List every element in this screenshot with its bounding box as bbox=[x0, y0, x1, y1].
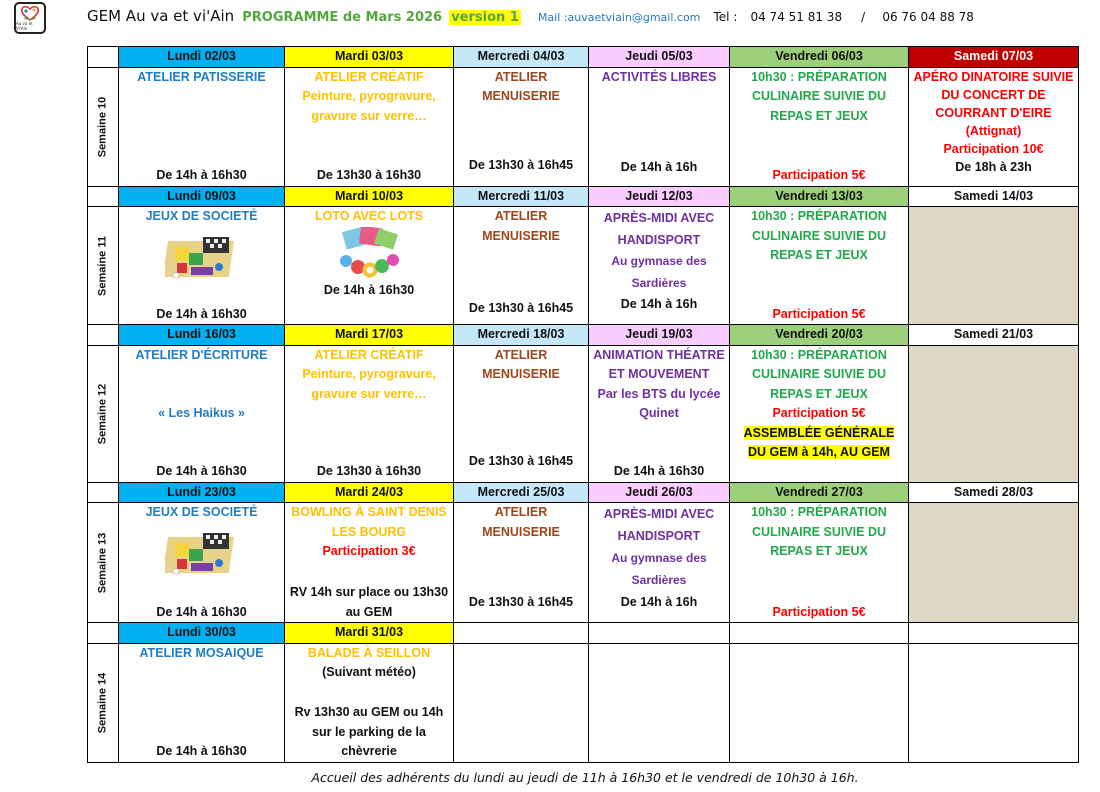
activity-cell-samedi-empty bbox=[909, 643, 1079, 762]
activity-title: BOWLING À SAINT DENIS LES BOURG bbox=[291, 505, 447, 539]
week-header-row bbox=[88, 47, 1079, 68]
phone-separator: / bbox=[861, 10, 866, 24]
week-label: Semaine 13 bbox=[96, 532, 109, 593]
activity-title: APRÈS-MIDI AVEC HANDISPORT bbox=[603, 211, 715, 247]
activity-title: JEUX DE SOCIETÉ bbox=[145, 505, 258, 519]
activity-time: De 14h à 16h30 bbox=[613, 464, 705, 478]
phone-number-2: 06 76 04 88 78 bbox=[882, 10, 974, 24]
activity-title: LOTO AVEC LOTS bbox=[314, 209, 424, 223]
activity-time: De 13h30 à 16h45 bbox=[468, 300, 574, 315]
activity-title: APRÈS-MIDI AVEC HANDISPORT bbox=[603, 507, 715, 543]
day-header-lundi: Lundi 23/03 bbox=[119, 482, 285, 503]
activity-title: ANIMATION THÉATRE ET MOUVEMENT bbox=[593, 347, 725, 381]
activity-cell-jeudi bbox=[589, 207, 730, 325]
activity-cell-jeudi bbox=[589, 345, 730, 482]
activity-time: De 18h à 23h bbox=[955, 159, 1032, 174]
day-header-lundi: Lundi 30/03 bbox=[119, 623, 285, 644]
activity-title: ATELIER MENUISERIE bbox=[482, 69, 560, 103]
activity-cell-samedi-closed bbox=[909, 345, 1079, 482]
activity-cell-lundi bbox=[119, 643, 285, 762]
activity-time: De 14h à 16h30 bbox=[156, 604, 247, 619]
day-header-lundi: Lundi 09/03 bbox=[119, 186, 285, 207]
day-header-mardi: Mardi 17/03 bbox=[285, 325, 454, 346]
activity-title: 10h30 : PRÉPARATION CULINAIRE SUIVIE DU REPAS ET JEUX bbox=[751, 209, 887, 262]
week-corner-cell bbox=[88, 186, 119, 207]
logo-caption: Au va et Vi'Ain bbox=[16, 21, 33, 31]
tel-label: Tel : bbox=[713, 10, 738, 24]
activity-title: 10h30 : PRÉPARATION CULINAIRE SUIVIE DU REPAS ET JEUX bbox=[751, 505, 887, 558]
activity-cell-vendredi bbox=[730, 67, 909, 186]
activity-subtitle: Peinture, pyrogravure, gravure sur verre… bbox=[302, 367, 436, 401]
activity-cell-vendredi bbox=[730, 503, 909, 623]
activity-title: ATELIER MENUISERIE bbox=[482, 505, 560, 539]
activity-time: De 13h30 à 16h45 bbox=[468, 454, 574, 468]
week-label-cell bbox=[88, 643, 119, 762]
day-header-jeudi-empty bbox=[589, 623, 730, 644]
activity-price: Participation 5€ bbox=[772, 604, 866, 619]
activity-cell-lundi bbox=[119, 207, 285, 325]
day-header-mercredi: Mercredi 11/03 bbox=[454, 186, 589, 207]
day-header-vendredi: Vendredi 20/03 bbox=[730, 325, 909, 346]
week-corner-cell bbox=[88, 482, 119, 503]
gem-heart-logo-icon bbox=[20, 5, 40, 21]
activity-title: ATELIER D'ÉCRITURE bbox=[135, 347, 268, 362]
week-header-row bbox=[88, 623, 1079, 644]
loto-balls-image bbox=[332, 227, 406, 275]
week-activities-row bbox=[88, 643, 1079, 762]
day-header-jeudi: Jeudi 12/03 bbox=[589, 186, 730, 207]
activity-title: JEUX DE SOCIETÉ bbox=[145, 209, 258, 223]
activity-cell-lundi bbox=[119, 503, 285, 623]
day-header-mercredi-empty bbox=[454, 623, 589, 644]
day-header-jeudi: Jeudi 19/03 bbox=[589, 325, 730, 346]
day-header-mercredi: Mercredi 04/03 bbox=[454, 47, 589, 68]
activity-cell-samedi-closed bbox=[909, 503, 1079, 623]
activity-cell-mardi bbox=[285, 345, 454, 482]
gem-logo bbox=[14, 2, 46, 34]
day-header-jeudi: Jeudi 05/03 bbox=[589, 47, 730, 68]
week-label-cell bbox=[88, 345, 119, 482]
activity-title: 10h30 : PRÉPARATION CULINAIRE SUIVIE DU REPAS ET JEUX bbox=[751, 347, 887, 401]
activity-time: De 14h à 16h bbox=[620, 160, 698, 174]
day-header-samedi: Samedi 07/03 bbox=[909, 47, 1079, 68]
activity-time: De 14h à 16h30 bbox=[156, 464, 247, 478]
assemblee-generale-highlight: ASSEMBLÉE GÉNÉRALE DU GEM à 14h, AU GEM bbox=[743, 425, 895, 459]
activity-cell-samedi-closed bbox=[909, 207, 1079, 325]
activity-cell-samedi bbox=[909, 67, 1079, 186]
activity-cell-mercredi bbox=[454, 207, 589, 325]
week-corner-cell bbox=[88, 47, 119, 68]
day-header-vendredi: Vendredi 06/03 bbox=[730, 47, 909, 68]
activity-cell-vendredi bbox=[730, 345, 909, 482]
week-label-cell bbox=[88, 67, 119, 186]
activity-time: De 14h à 16h30 bbox=[323, 282, 415, 297]
activity-time: De 13h30 à 16h30 bbox=[316, 464, 422, 478]
activity-title: ATELIER MENUISERIE bbox=[482, 347, 560, 381]
day-header-lundi: Lundi 16/03 bbox=[119, 325, 285, 346]
day-header-mardi: Mardi 31/03 bbox=[285, 623, 454, 644]
activity-cell-lundi bbox=[119, 345, 285, 482]
activity-cell-mardi bbox=[285, 643, 454, 762]
title-line bbox=[87, 6, 974, 25]
day-header-mardi: Mardi 24/03 bbox=[285, 482, 454, 503]
week-label: Semaine 10 bbox=[96, 96, 109, 157]
activity-subtitle: « Les Haikus » bbox=[158, 405, 245, 420]
activity-cell-mardi bbox=[285, 503, 454, 623]
week-label: Semaine 11 bbox=[96, 235, 109, 296]
activity-time: RV 14h sur place ou 13h30 au GEM bbox=[289, 585, 449, 619]
version-badge: version 1 bbox=[451, 10, 519, 25]
board-games-image bbox=[165, 529, 239, 577]
board-games-image bbox=[165, 233, 239, 281]
day-header-mercredi: Mercredi 25/03 bbox=[454, 482, 589, 503]
monthly-schedule-table bbox=[87, 46, 1079, 763]
day-header-lundi: Lundi 02/03 bbox=[119, 47, 285, 68]
activity-title: APÉRO DINATOIRE SUIVIE DU CONCERT DE COURRANT D'EIRE bbox=[913, 69, 1074, 120]
week-label: Semaine 12 bbox=[96, 383, 109, 444]
activity-price: Participation 5€ bbox=[772, 306, 866, 321]
phone-number-1: 04 74 51 81 38 bbox=[750, 10, 843, 24]
activity-title: ATELIER MENUISERIE bbox=[482, 209, 560, 243]
activity-time: De 14h à 16h bbox=[620, 595, 698, 609]
activity-time: Rv 13h30 au GEM ou 14h sur le parking de la chèvrerie bbox=[294, 705, 444, 758]
activity-time: De 13h30 à 16h30 bbox=[316, 168, 422, 182]
email-link[interactable]: Mail :auvaetviain@gmail.com bbox=[537, 11, 701, 24]
activity-subtitle: Au gymnase des Sardières bbox=[611, 254, 707, 290]
day-header-samedi-empty bbox=[909, 623, 1079, 644]
week-corner-cell bbox=[88, 623, 119, 644]
activity-cell-mardi bbox=[285, 67, 454, 186]
day-header-mardi: Mardi 03/03 bbox=[285, 47, 454, 68]
activity-time: De 14h à 16h bbox=[620, 297, 698, 311]
activity-time: De 13h30 à 16h45 bbox=[468, 594, 574, 609]
week-label-cell bbox=[88, 207, 119, 325]
day-header-mercredi: Mercredi 18/03 bbox=[454, 325, 589, 346]
day-header-samedi: Samedi 14/03 bbox=[909, 186, 1079, 207]
activity-title: ATELIER MOSAIQUE bbox=[139, 645, 264, 660]
day-header-mardi: Mardi 10/03 bbox=[285, 186, 454, 207]
opening-hours-footer: Accueil des adhérents du lundi au jeudi de 11h à 16h30 et le vendredi de 10h30 à 16h. bbox=[311, 770, 859, 785]
org-name: GEM Au va et vi'Ain bbox=[87, 7, 235, 25]
activity-title: BALADE À SEILLON bbox=[307, 645, 431, 660]
activity-price: Participation 10€ bbox=[943, 141, 1044, 156]
activity-price: Participation 3€ bbox=[322, 544, 416, 558]
activity-cell-lundi bbox=[119, 67, 285, 186]
activity-subtitle: (Suivant météo) bbox=[322, 665, 416, 679]
day-header-vendredi: Vendredi 27/03 bbox=[730, 482, 909, 503]
activity-cell-mercredi bbox=[454, 503, 589, 623]
activity-cell-mercredi bbox=[454, 345, 589, 482]
activity-title: ATELIER CRÉATIF bbox=[314, 347, 424, 362]
page-header bbox=[0, 0, 1100, 40]
week-corner-cell bbox=[88, 325, 119, 346]
week-header-row bbox=[88, 325, 1079, 346]
day-header-vendredi-empty bbox=[730, 623, 909, 644]
day-header-samedi: Samedi 28/03 bbox=[909, 482, 1079, 503]
activity-cell-jeudi bbox=[589, 67, 730, 186]
activity-cell-jeudi bbox=[589, 503, 730, 623]
activity-title: ACTIVITÉS LIBRES bbox=[601, 69, 717, 84]
activity-price: Participation 5€ bbox=[772, 406, 866, 420]
week-activities-row bbox=[88, 207, 1079, 325]
week-header-row bbox=[88, 186, 1079, 207]
activity-subtitle: Au gymnase des Sardières bbox=[611, 551, 707, 587]
activity-subtitle: Peinture, pyrogravure, gravure sur verre… bbox=[302, 89, 436, 123]
week-label: Semaine 14 bbox=[96, 672, 109, 733]
activity-cell-vendredi bbox=[730, 207, 909, 325]
activity-cell-mercredi bbox=[454, 67, 589, 186]
activity-time: De 14h à 16h30 bbox=[156, 168, 247, 182]
activity-cell-mercredi-empty bbox=[454, 643, 589, 762]
activity-cell-jeudi-empty bbox=[589, 643, 730, 762]
activity-place: (Attignat) bbox=[965, 123, 1022, 138]
activity-time: De 13h30 à 16h45 bbox=[468, 158, 574, 172]
activity-subtitle: Par les BTS du lycée Quinet bbox=[597, 386, 721, 420]
activity-title: 10h30 : PRÉPARATION CULINAIRE SUIVIE DU REPAS ET JEUX bbox=[751, 69, 887, 123]
week-activities-row bbox=[88, 345, 1079, 482]
activity-title: ATELIER CRÉATIF bbox=[314, 69, 424, 84]
activity-price: Participation 5€ bbox=[772, 168, 866, 182]
day-header-jeudi: Jeudi 26/03 bbox=[589, 482, 730, 503]
activity-title: ATELIER PATISSERIE bbox=[137, 69, 266, 84]
activity-time: De 14h à 16h30 bbox=[156, 744, 247, 758]
week-header-row bbox=[88, 482, 1079, 503]
programme-title: PROGRAMME de Mars 2026 bbox=[242, 10, 443, 25]
week-activities-row bbox=[88, 67, 1079, 186]
week-activities-row bbox=[88, 503, 1079, 623]
week-label-cell bbox=[88, 503, 119, 623]
day-header-vendredi: Vendredi 13/03 bbox=[730, 186, 909, 207]
activity-time: De 14h à 16h30 bbox=[156, 306, 247, 321]
day-header-samedi: Samedi 21/03 bbox=[909, 325, 1079, 346]
activity-cell-mardi bbox=[285, 207, 454, 325]
activity-cell-vendredi-empty bbox=[730, 643, 909, 762]
